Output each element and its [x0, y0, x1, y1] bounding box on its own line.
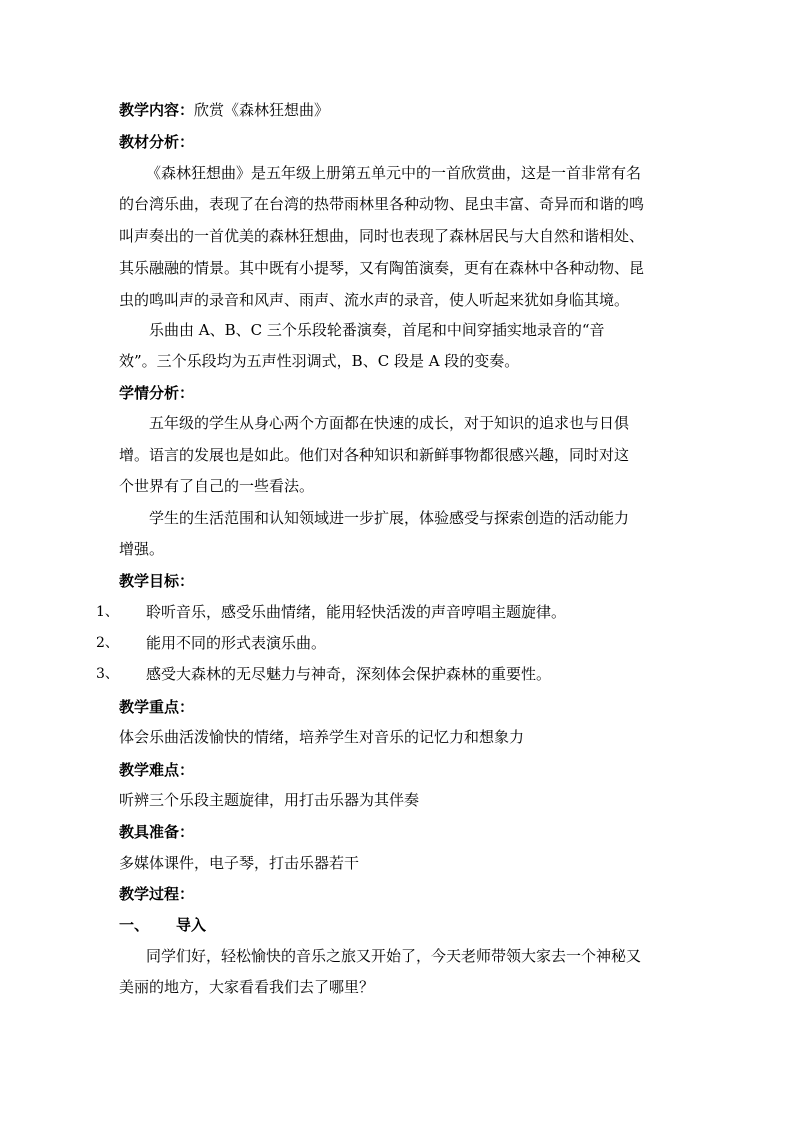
analysis-p1-line-3: 叫声奏出的一首优美的森林狂想曲，同时也表现了森林居民与大自然和谐相处、 [119, 227, 645, 245]
goals-heading: 教学目标： [119, 572, 195, 590]
goal-number-3: 3、 [96, 666, 119, 682]
goal-item-3: 感受大森林的无尽魅力与神奇，深刻体会保护森林的重要性。 [146, 665, 552, 683]
students-p1-line-2: 增。语言的发展也是如此。他们对各种知识和新鲜事物都很感兴趣，同时对这 [119, 446, 630, 464]
tools-heading: 教具准备： [119, 823, 195, 841]
analysis-p1-line-2: 的台湾乐曲，表现了在台湾的热带雨林里各种动物、昆虫丰富、奇异而和谐的鸣 [119, 195, 645, 213]
students-p1-line-3: 个世界有了自己的一些看法。 [119, 477, 315, 495]
students-p2-line-2: 增强。 [119, 540, 165, 558]
difficulty-heading: 教学难点： [119, 761, 195, 779]
students-p1-line-1: 五年级的学生从身心两个方面都在快速的成长，对于知识的追求也与日俱 [149, 414, 630, 432]
process-p1-line-2: 美丽的地方，大家看看我们去了哪里？ [119, 978, 375, 996]
process-heading: 教学过程： [119, 885, 195, 903]
content-label: 教学内容： [119, 101, 195, 119]
analysis-p1-line-1: 《森林狂想曲》是五年级上册第五单元中的一首欣赏曲，这是一首非常有名 [146, 164, 642, 182]
students-heading: 学情分析： [119, 384, 195, 402]
goal-item-2: 能用不同的形式表演乐曲。 [146, 634, 327, 652]
analysis-p1-line-4: 其乐融融的情景。其中既有小提琴，又有陶笛演奏，更有在森林中各种动物、昆 [119, 259, 645, 277]
analysis-p1-line-5: 虫的鸣叫声的录音和风声、雨声、流水声的录音，使人听起来犹如身临其境。 [119, 291, 630, 309]
analysis-p2-line-2: 效”。三个乐段均为五声性羽调式，B、C 段是 A 段的变奏。 [119, 352, 520, 370]
goal-number-1: 1、 [96, 604, 119, 620]
content-line [119, 100, 329, 120]
difficulty-text: 听辨三个乐段主题旋律，用打击乐器为其伴奏 [119, 791, 420, 809]
students-p2-line-1: 学生的生活范围和认知领域进一步扩展，体验感受与探索创造的活动能力 [149, 509, 630, 527]
goal-item-1: 聆听音乐，感受乐曲情绪，能用轻快活泼的声音哼唱主题旋律。 [146, 603, 567, 621]
keypoint-heading: 教学重点： [119, 698, 195, 716]
process-step-number: 一、 [119, 916, 150, 934]
keypoint-text: 体会乐曲活泼愉快的情绪，培养学生对音乐的记忆力和想象力 [119, 728, 525, 746]
tools-text: 多媒体课件，电子琴，打击乐器若干 [119, 854, 360, 872]
goal-number-2: 2、 [96, 635, 119, 651]
process-step-title: 导入 [176, 916, 207, 934]
analysis-p2-line-1: 乐曲由 A、B、C 三个乐段轮番演奏，首尾和中间穿插实地录音的“音 [149, 321, 605, 339]
analysis-heading: 教材分析： [119, 133, 195, 151]
process-p1-line-1: 同学们好，轻松愉快的音乐之旅又开始了，今天老师带领大家去一个神秘又 [146, 947, 642, 965]
content-value: 欣赏《森林狂想曲》 [194, 101, 330, 119]
